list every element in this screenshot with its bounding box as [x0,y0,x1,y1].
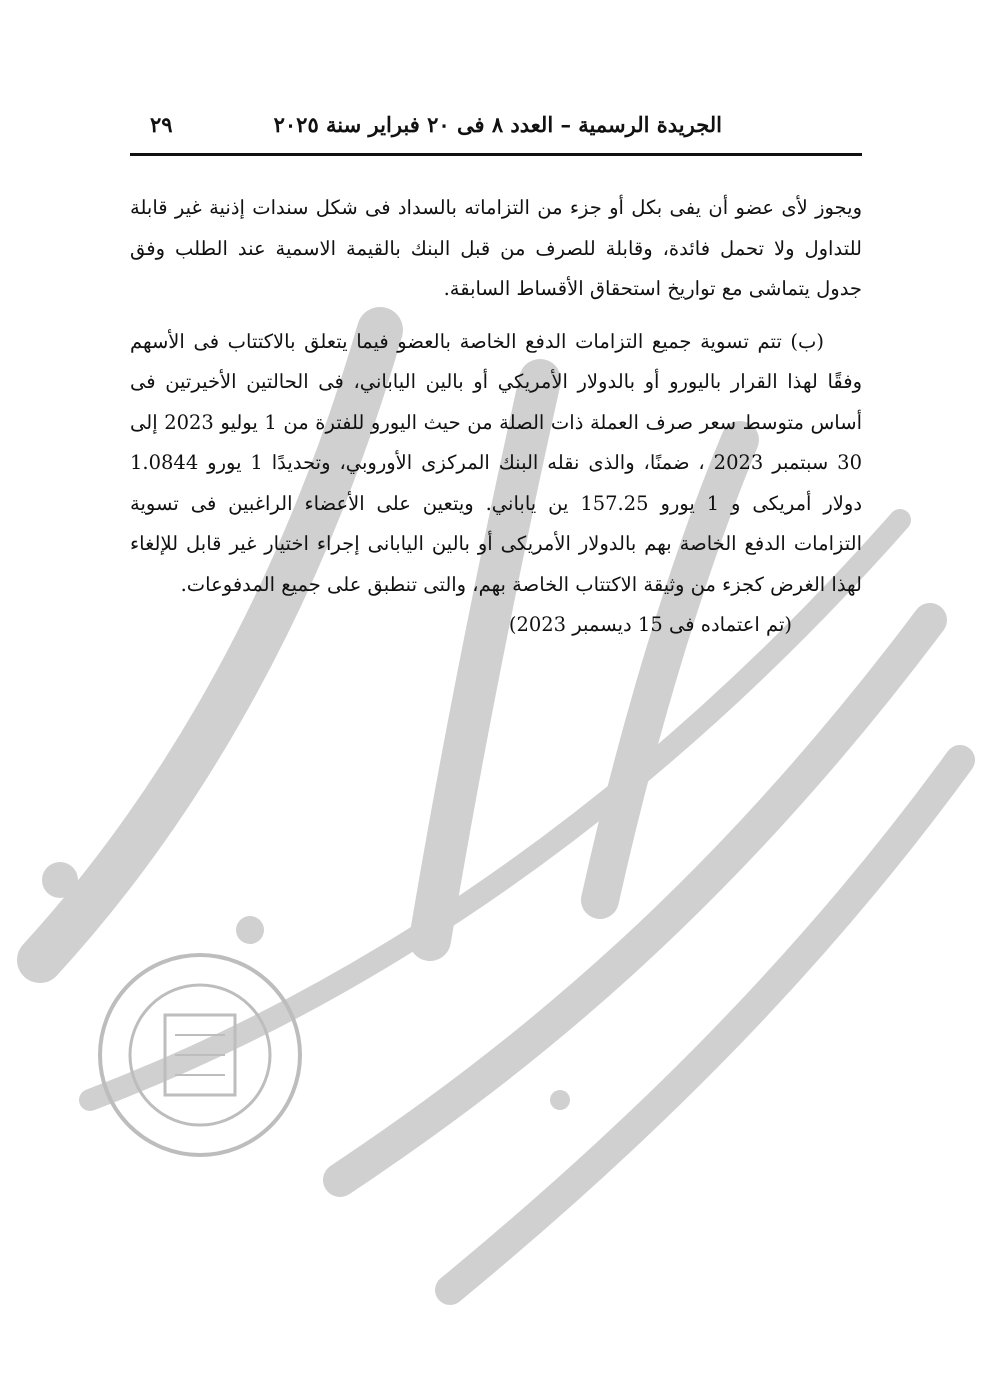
seal-emblem [100,955,300,1155]
header-rule [130,153,862,156]
watermark-dot [236,916,264,944]
document-body [130,188,862,646]
watermark-stroke [340,620,930,1180]
paragraph-settlement: (ب) تتم تسوية جميع التزامات الدفع الخاصة بالعضو فيما يتعلق بالاكتتاب فى الأسهم وفقًا لهذا القرار باليورو أو بالدولار الأمريكي أو بالين الياباني، فى الحالتين الأخيرتين فى أساس متوسط سعر صرف العملة ذات الصلة من حيث اليورو للفترة من 1 يوليو 2023 إلى 30 سبتمبر 2023 ، ضمنًا، والذى نقله البنك المركزى الأوروبي، وتحديدًا 1 يورو 1.0844 دولار أمريكى و 1 يورو 157.25 ين ياباني. ويتعين على الأعضاء الراغبين فى تسوية التزامات الدفع الخاصة بهم بالدولار الأمريكى أو بالين اليابانى إجراء اختيار غير قابل للإلغاء لهذا الغرض كجزء من وثيقة الاكتتاب الخاصة بهم، والتى تنطبق على جميع المدفوعات. [130,329,863,596]
page-header [130,112,862,152]
paragraph-promissory-notes: ويجوز لأى عضو أن يفى بكل أو جزء من التزاماته بالسداد فى شكل سندات إذنية غير قابلة للتداول ولا تحمل فائدة، وقابلة للصرف من قبل البنك بالقيمة الاسمية عند الطلب وفق جدول يتماشى مع تواريخ استحقاق الأقساط السابقة. [130,196,862,300]
gazette-title: الجريدة الرسمية – العدد ٨ فى ٢٠ فبراير سنة ٢٠٢٥ [273,112,722,137]
approval-date: (تم اعتماده فى 15 ديسمبر 2023) [508,613,792,636]
watermark-dot [42,862,78,898]
watermark-dot [550,1090,570,1110]
watermark-stroke [450,760,960,1290]
page-number: ٢٩ [150,112,173,137]
